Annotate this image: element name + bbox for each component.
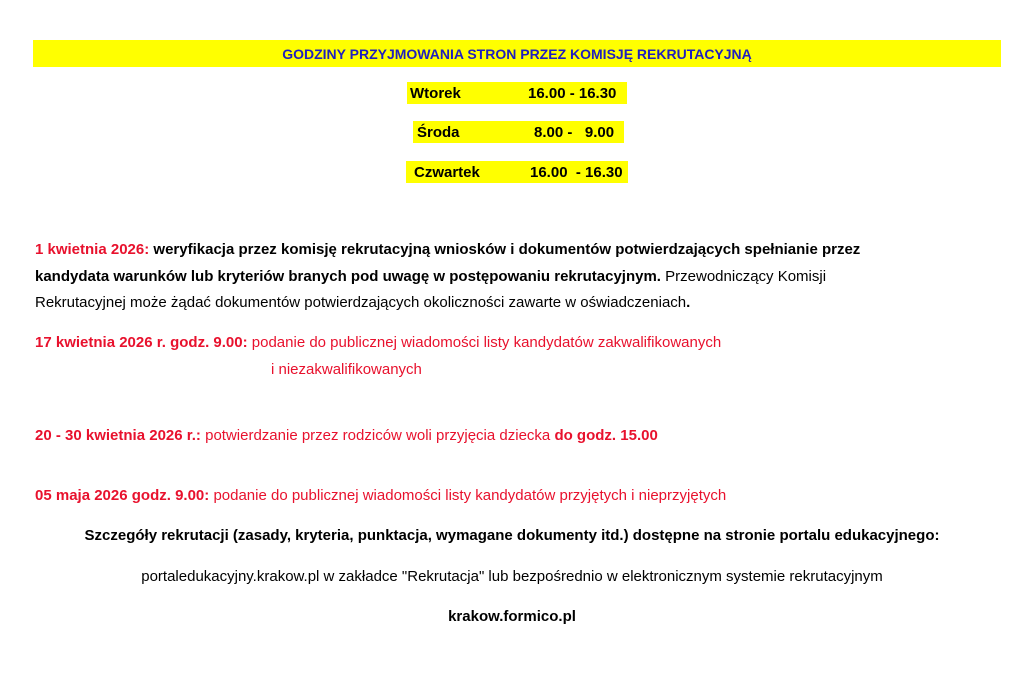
schedule-time: 8.00 - 9.00 — [534, 123, 615, 141]
schedule-day: Czwartek — [414, 163, 480, 181]
item1-bold-text: weryfikacja przez komisję rekrutacyjną wniosków i dokumentów potwierdzających spełnianie przez — [153, 241, 861, 258]
item1-text2: Przewodniczący Komisji — [665, 268, 827, 285]
schedule-time: 16.00 - 16.30 — [528, 84, 617, 102]
item4-line — [35, 487, 726, 504]
item4-date: 05 maja 2026 godz. 9.00: — [35, 487, 210, 504]
page-title: GODZINY PRZYJMOWANIA STRON PRZEZ KOMISJĘ REKRUTACYJNĄ — [282, 45, 752, 62]
item1-bold-text2: kandydata warunków lub kryteriów branych pod uwagę w postępowaniu rekrutacyjnym. — [35, 268, 661, 285]
item2-text: podanie do publicznej wiadomości listy kandydatów zakwalifikowanych — [251, 334, 722, 351]
item4-text: podanie do publicznej wiadomości listy kandydatów przyjętych i nieprzyjętych — [213, 487, 727, 504]
item2-text-cont: i niezakwalifikowanych — [271, 361, 422, 378]
item1-text3: Rekrutacyjnej może żądać dokumentów potwierdzających okoliczności zawarte w oświadczeniach — [35, 294, 687, 311]
portal-text: portaledukacyjny.krakow.pl w zakładce "Rekrutacja" lub bezpośrednio w elektronicznym systemie rekrutacyjnym — [141, 568, 883, 585]
schedule-row-thursday — [406, 161, 628, 183]
schedule-time: 16.00 - 16.30 — [530, 163, 623, 181]
item3-line — [35, 427, 658, 444]
item3-text: potwierdzanie przez rodziców woli przyjęcia dziecka — [205, 427, 551, 444]
item3-date: 20 - 30 kwietnia 2026 r.: — [35, 427, 201, 444]
item2-line2 — [271, 361, 422, 378]
details-text: Szczegóły rekrutacji (zasady, kryteria, punktacja, wymagane dokumenty itd.) dostępne na stronie portalu edukacyjnego: — [84, 527, 940, 544]
item1-text3-end: . — [686, 294, 691, 311]
header-banner — [33, 40, 1001, 67]
item1-date: 1 kwietnia 2026: — [35, 241, 150, 258]
schedule-day: Wtorek — [410, 84, 461, 102]
schedule-row-wednesday — [413, 121, 624, 143]
site-link: krakow.formico.pl — [448, 608, 576, 625]
schedule-day: Środa — [417, 123, 460, 141]
schedule-row-tuesday — [407, 82, 627, 104]
item2-line1 — [35, 334, 721, 351]
item1-line3 — [35, 294, 690, 311]
item1-line1 — [35, 241, 860, 258]
item1-line2 — [35, 268, 826, 285]
item2-date: 17 kwietnia 2026 r. godz. 9.00: — [35, 334, 248, 351]
item3-deadline: do godz. 15.00 — [554, 427, 658, 444]
